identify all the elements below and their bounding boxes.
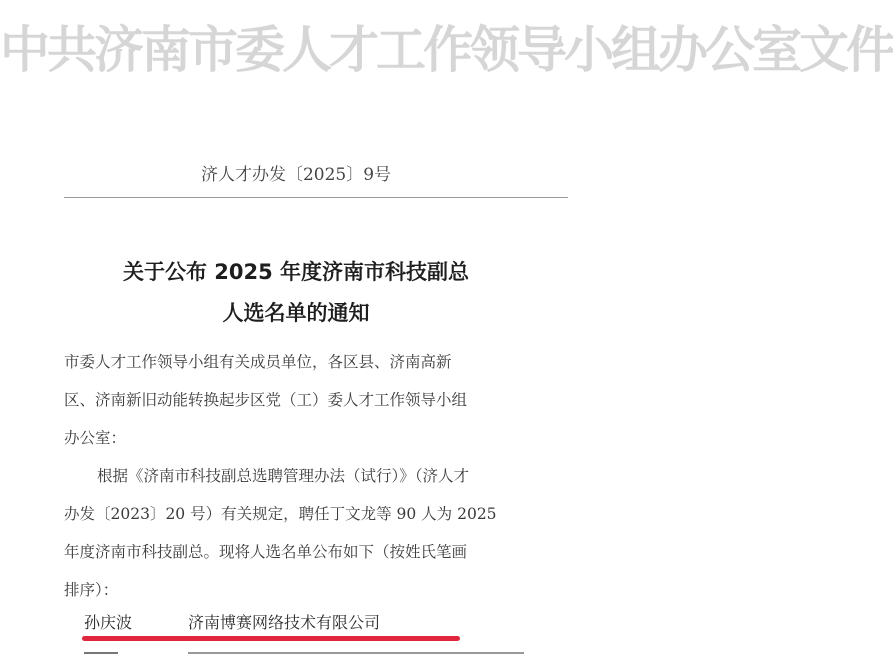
- notice-title-line1: 关于公布 2025 年度济南市科技副总: [122, 260, 470, 284]
- issuer-header-title: 中共济南市委人才工作领导小组办公室文件: [0, 21, 893, 79]
- addressee-line: 区、济南新旧动能转换起步区党（工）委人才工作领导小组: [64, 391, 468, 409]
- paragraph-line: 办发〔2023〕20 号）有关规定，聘任丁文龙等 90 人为 2025: [64, 505, 497, 523]
- addressee-line: 市委人才工作领导小组有关成员单位，各区县、济南高新: [64, 353, 452, 371]
- notice-title-line2: 人选名单的通知: [222, 301, 370, 325]
- candidate-name: 孙庆波: [84, 613, 133, 632]
- cropped-next-row: [84, 646, 524, 658]
- header-divider: [64, 197, 568, 198]
- paragraph-line: 排序）：: [64, 581, 119, 599]
- paragraph-line: 根据《济南市科技副总选聘管理办法（试行）》（济人才: [97, 467, 470, 485]
- addressee-line: 办公室：: [64, 429, 127, 447]
- red-highlight-underline: [82, 636, 460, 641]
- paragraph-line: 年度济南市科技副总。现将人选名单公布如下（按姓氏笔画: [64, 543, 468, 561]
- candidate-company: 济南博赛网络技术有限公司: [188, 613, 381, 632]
- document-number: 济人才办发〔2025〕9号: [200, 165, 392, 185]
- candidate-row: [84, 610, 544, 636]
